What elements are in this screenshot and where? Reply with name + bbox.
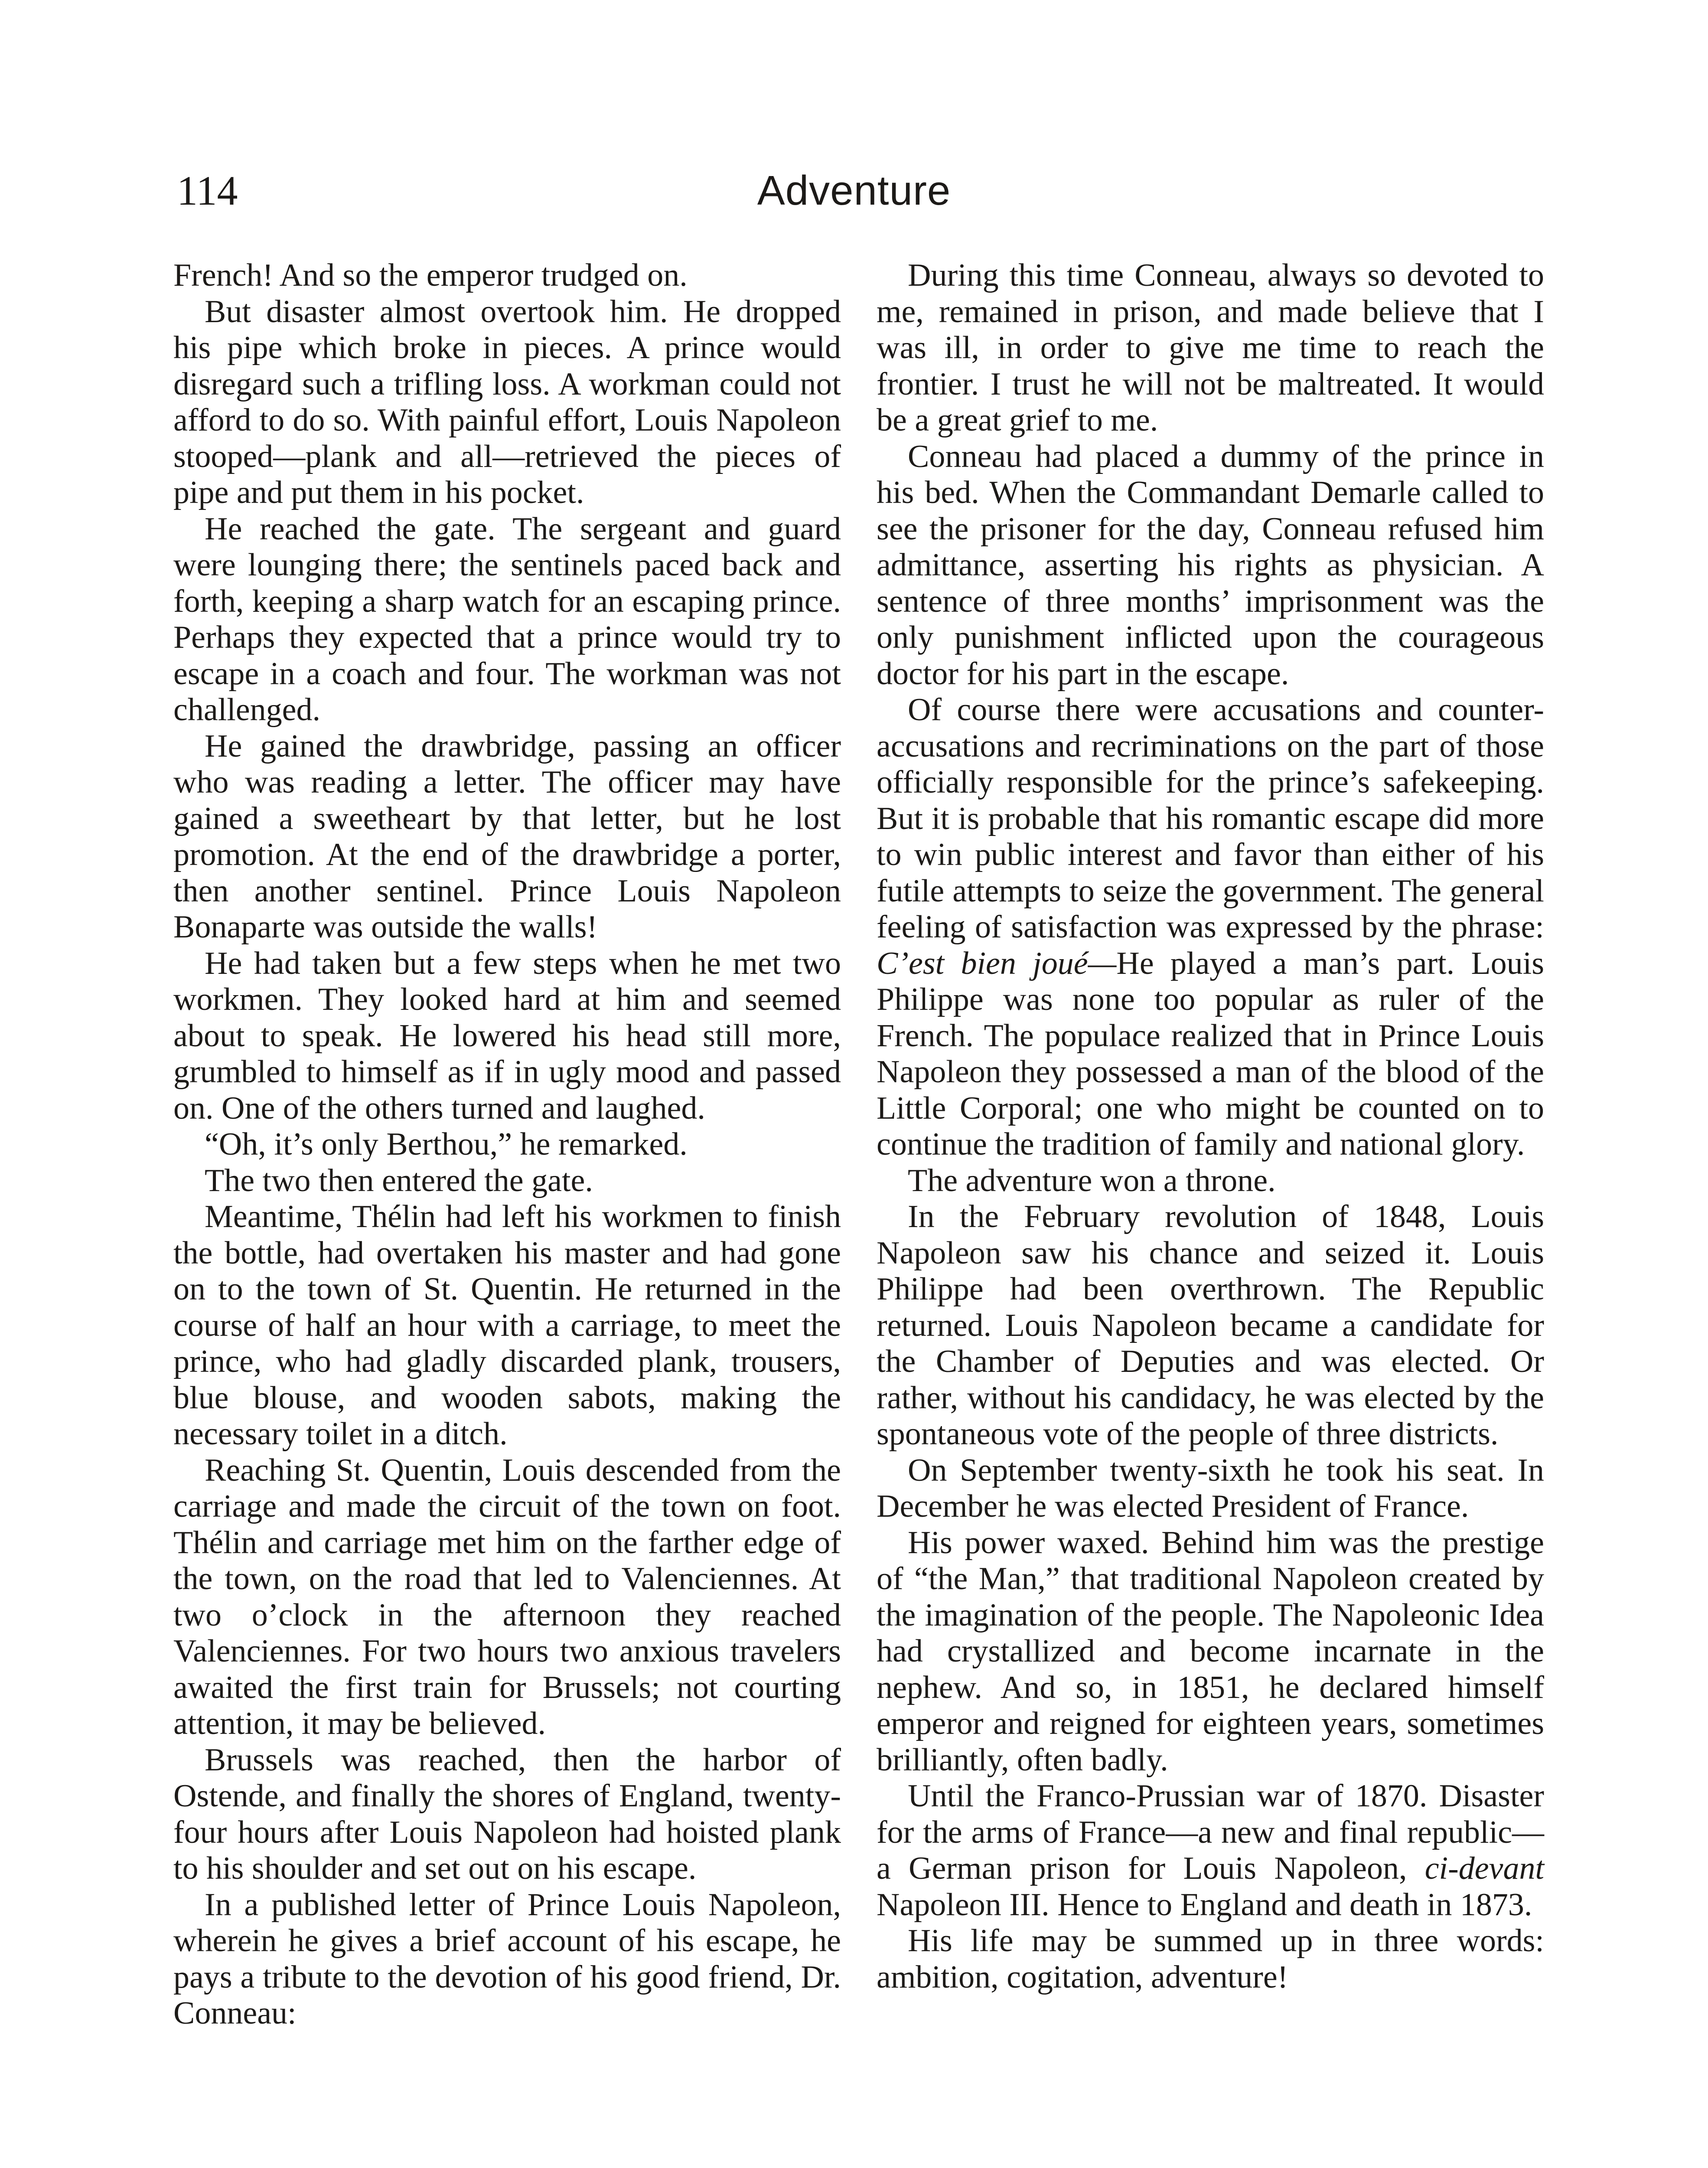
paragraph: In the February revolution of 1848, Louis Napoleon saw his chance and seized it. Louis Philippe had been overthrown. The Republic returned. Louis Napoleon became a candidate for the Chamber of Deputies and was elected. Or rather, without his candidacy, he was elected by the spontaneous vote of the people of three districts. <box>877 1199 1544 1452</box>
paragraph: Brussels was reached, then the harbor of Ostende, and finally the shores of England, twenty-four hours after Louis Napoleon had hoisted plank to his shoulder and set out on his escape. <box>173 1742 841 1886</box>
paragraph: Reaching St. Quentin, Louis descended from the carriage and made the circuit of the town on foot. Thélin and carriage met him on the farther edge of the town, on the road that led to Valenciennes. At two o’clock in the afternoon they reached Valenciennes. For two hours two anxious travelers awaited the first train for Brussels; not courting attention, it may be believed. <box>173 1452 841 1741</box>
running-head: Adventure <box>757 167 951 214</box>
paragraph: His power waxed. Behind him was the prestige of “the Man,” that traditional Napoleon created by the imagination of the people. The Napoleonic Idea had crystallized and become incarnate in the nephew. And so, in 1851, he declared himself emperor and reigned for eighteen years, sometimes brilliantly, often badly. <box>877 1525 1544 1778</box>
paragraph: He reached the gate. The sergeant and guard were lounging there; the sentinels paced back and forth, keeping a sharp watch for an escaping prince. Perhaps they expected that a prince would try to escape in a coach and four. The workman was not challenged. <box>173 511 841 728</box>
paragraph-text: Of course there were accusations and counter-accusations and recriminations on the part of those officially responsible for the prince’s safekeeping. But it is probable that his romantic escape did more to win public interest and favor than either of his futile attempts to seize the government. The general feeling of satisfaction was expressed by the phrase: <box>877 692 1544 945</box>
paragraph: Meantime, Thélin had left his workmen to finish the bottle, had overtaken his master and had gone on to the town of St. Quentin. He returned in the course of half an hour with a carriage, to meet the prince, who had gladly discarded plank, trousers, blue blouse, and wooden sabots, making the necessary toilet in a ditch. <box>173 1199 841 1452</box>
paragraph: Conneau had placed a dummy of the prince in his bed. When the Commandant Demarle called to see the prisoner for the day, Conneau refused him admittance, asserting his rights as physician. A sentence of three months’ imprisonment was the only punishment inflicted upon the courageous doctor for his part in the escape. <box>877 438 1544 692</box>
page-header <box>0 0 1708 278</box>
paragraph-text: He played a man’s part. Louis Philippe was none too popular as ruler of the French. The populace realized that in Prince Louis Napoleon they possessed a man of the blood of the Little Corporal; one who might be counted on to continue the tradition of family and national glory. <box>877 945 1545 1162</box>
block-quote: During this time Conneau, always so devoted to me, remained in prison, and made believe that I was ill, in order to give me time to reach the frontier. I trust he will not be maltreated. It would be a great grief to me. <box>877 258 1544 438</box>
paragraph: The adventure won a throne. <box>908 1162 1276 1198</box>
paragraph: “Oh, it’s only Berthou,” he remarked. <box>205 1126 688 1162</box>
paragraph: In a published letter of Prince Louis Napoleon, wherein he gives a brief account of his escape, he pays a tribute to the devotion of his good friend, Dr. Conneau: <box>173 1887 841 2031</box>
paragraph-text: Until the Franco-Prussian war of 1870. Disaster for the arms of France—a new and final republic—a German prison for Louis Napoleon, <box>877 1778 1544 1886</box>
paragraph <box>877 1778 1544 1923</box>
page-number: 114 <box>177 167 238 214</box>
paragraph: French! And so the emperor trudged on. <box>173 258 688 293</box>
paragraph: The two then entered the gate. <box>205 1162 593 1198</box>
paragraph: On September twenty-sixth he took his seat. In December he was elected President of France. <box>877 1452 1544 1524</box>
paragraph: He gained the drawbridge, passing an officer who was reading a letter. The officer may have gained a sweetheart by that letter, but he lost promotion. At the end of the drawbridge a porter, then another sentinel. Prince Louis Napoleon Bonaparte was outside the walls! <box>173 728 841 945</box>
italic-phrase: C’est bien joué— <box>877 945 1117 981</box>
paragraph: But disaster almost overtook him. He dropped his pipe which broke in pieces. A prince would disregard such a trifling loss. A workman could not afford to do so. With painful effort, Louis Napoleon stooped—plank and all—retrieved the pieces of pipe and put them in his pocket. <box>173 294 841 510</box>
right-column <box>877 258 1544 1995</box>
italic-phrase: ci-devant <box>1424 1851 1544 1886</box>
left-column <box>173 258 841 2032</box>
paragraph <box>877 692 1544 1163</box>
paragraph-text: Napoleon III. Hence to England and death in 1873. <box>877 1887 1532 1923</box>
paragraph: His life may be summed up in three words: ambition, cogitation, adventure! <box>877 1923 1544 1995</box>
paragraph: He had taken but a few steps when he met two workmen. They looked hard at him and seemed about to speak. He lowered his head still more, grumbled to himself as if in ugly mood and passed on. One of the others turned and laughed. <box>173 945 841 1126</box>
